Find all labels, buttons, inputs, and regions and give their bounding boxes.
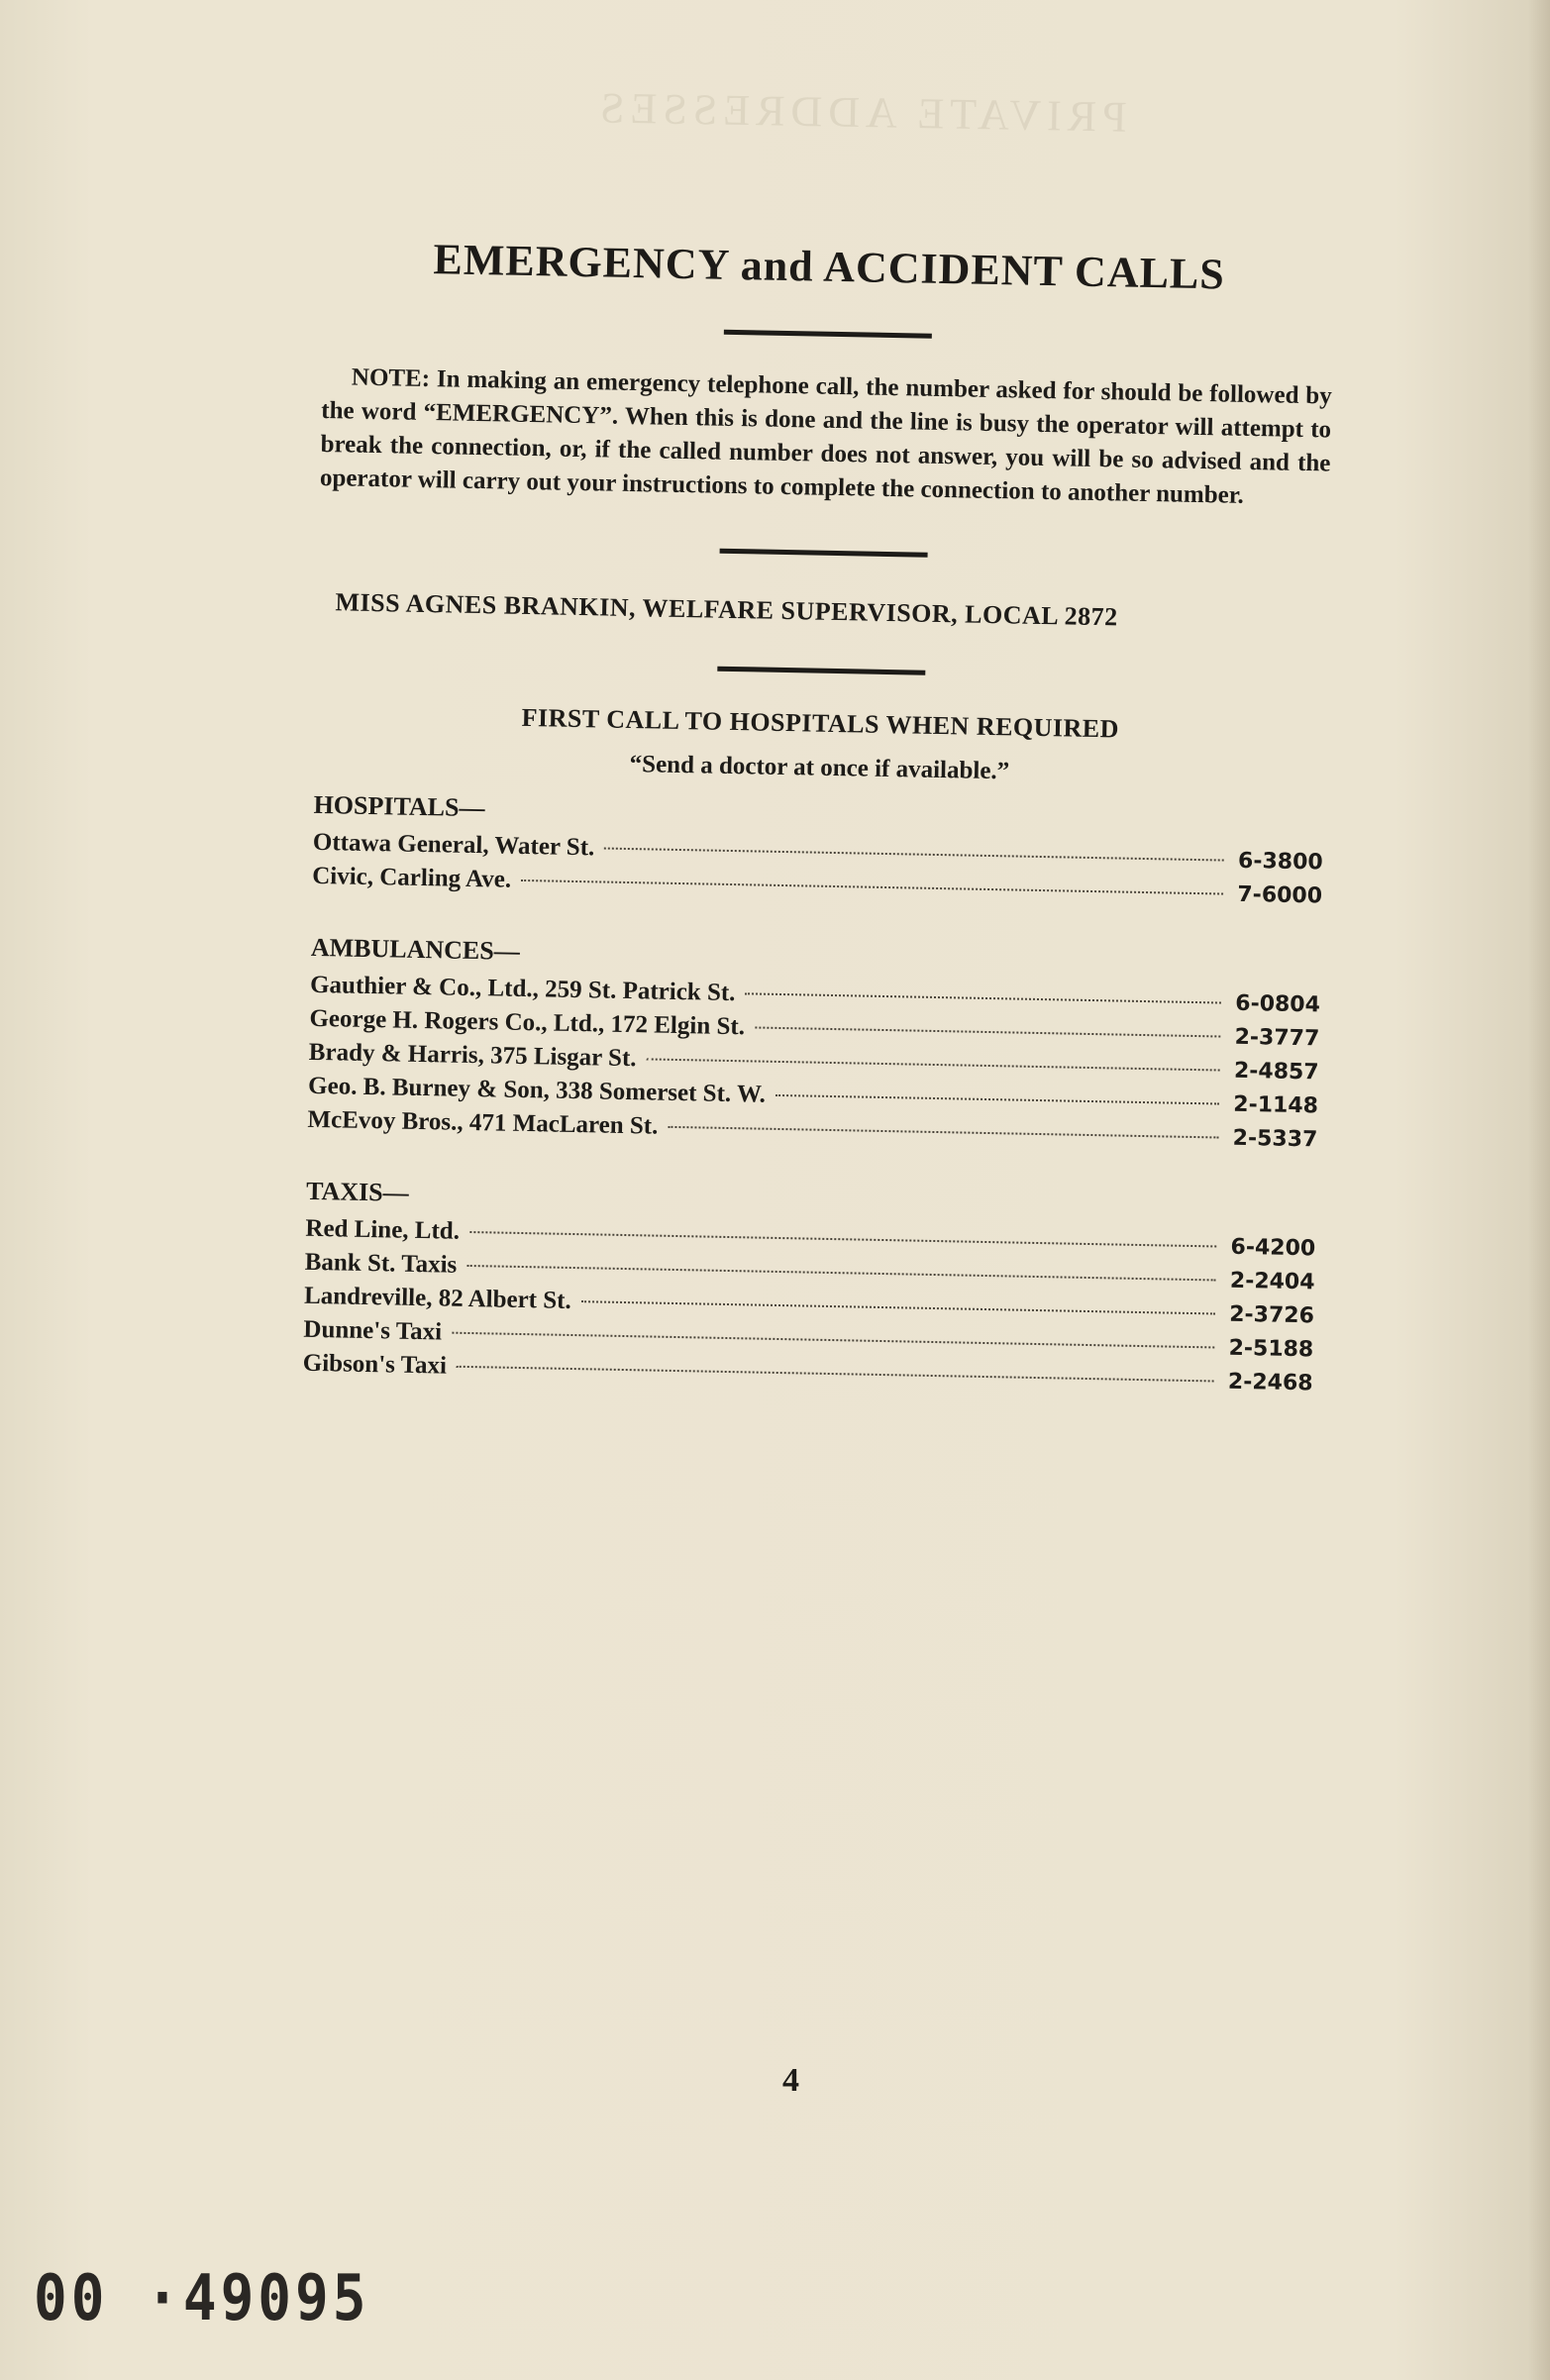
doctor-quote: “Send a doctor at once if available.” — [629, 751, 1010, 785]
entry-phone: 6-3800 — [1237, 848, 1323, 876]
ambulances-list — [307, 969, 1320, 1157]
page-title: EMERGENCY and ACCIDENT CALLS — [433, 235, 1226, 299]
entry-name: Bank St. Taxis — [304, 1248, 458, 1279]
leader-dots — [745, 992, 1221, 1003]
hospitals-list — [312, 826, 1323, 913]
entry-phone: 2-5188 — [1228, 1335, 1314, 1363]
emergency-note: NOTE: In making an emergency telephone call, the number asked for should be followed by the word “EMERGENCY”. When this is done and the line is busy the operator will attempt to break the connection, or, if the called number does not answer, you will be so advised and the operator will carry out your instructions to complete the connection to another number. — [319, 363, 1332, 509]
entry-name: Civic, Carling Ave. — [311, 862, 512, 893]
hospitals-heading: HOSPITALS— — [313, 789, 485, 823]
page-number: 4 — [782, 2062, 799, 2099]
leader-dots — [521, 880, 1223, 895]
content-block — [302, 218, 1334, 1399]
ambulances-heading: AMBULANCES— — [310, 932, 521, 966]
page-edge-shadow — [1528, 0, 1550, 2380]
entry-phone: 2-4857 — [1233, 1058, 1319, 1086]
leader-dots — [647, 1058, 1220, 1071]
taxis-heading: TAXIS— — [305, 1176, 409, 1207]
divider — [724, 330, 932, 339]
entry-name: George H. Rogers Co., Ltd., 172 Elgin St. — [309, 1004, 746, 1041]
leader-dots — [466, 1265, 1215, 1282]
leader-dots — [457, 1366, 1214, 1383]
entry-name: Ottawa General, Water St. — [312, 828, 595, 862]
entry-name: Red Line, Ltd. — [305, 1214, 461, 1245]
entry-name: Gibson's Taxi — [302, 1349, 448, 1380]
first-call-heading: FIRST CALL TO HOSPITALS WHEN REQUIRED — [521, 702, 1120, 744]
archive-stamp: 00 ·49095 — [34, 2261, 370, 2335]
taxis-list — [302, 1212, 1315, 1400]
welfare-supervisor: MISS AGNES BRANKIN, WELFARE SUPERVISOR, LOCAL 2872 — [335, 587, 1118, 632]
bleed-through-text: PRIVATE ADDRESSES — [593, 83, 1128, 142]
entry-phone: 2-2404 — [1229, 1268, 1315, 1295]
entry-phone: 2-2468 — [1227, 1369, 1313, 1397]
entry-name: Dunne's Taxi — [303, 1315, 443, 1346]
entry-phone: 7-6000 — [1237, 881, 1323, 909]
entry-name: McEvoy Bros., 471 MacLaren St. — [307, 1105, 659, 1140]
leader-dots — [469, 1231, 1216, 1247]
entry-name: Geo. B. Burney & Son, 338 Somerset St. W. — [307, 1072, 767, 1108]
entry-name: Gauthier & Co., Ltd., 259 St. Patrick St. — [309, 971, 736, 1007]
leader-dots — [604, 848, 1223, 862]
entry-name: Brady & Harris, 375 Lisgar St. — [308, 1038, 637, 1073]
entry-phone: 2-3726 — [1229, 1301, 1315, 1329]
entry-phone: 2-5337 — [1232, 1125, 1318, 1153]
entry-name: Landreville, 82 Albert St. — [303, 1282, 572, 1314]
entry-phone: 6-0804 — [1235, 990, 1321, 1018]
leader-dots — [755, 1026, 1220, 1037]
divider — [717, 667, 925, 675]
entry-phone: 2-1148 — [1233, 1091, 1319, 1119]
leader-dots — [775, 1094, 1219, 1105]
leader-dots — [581, 1300, 1215, 1314]
divider — [720, 549, 928, 558]
leader-dots — [668, 1126, 1218, 1139]
entry-phone: 2-3777 — [1234, 1024, 1320, 1052]
leader-dots — [452, 1332, 1214, 1349]
entry-phone: 6-4200 — [1230, 1234, 1316, 1262]
